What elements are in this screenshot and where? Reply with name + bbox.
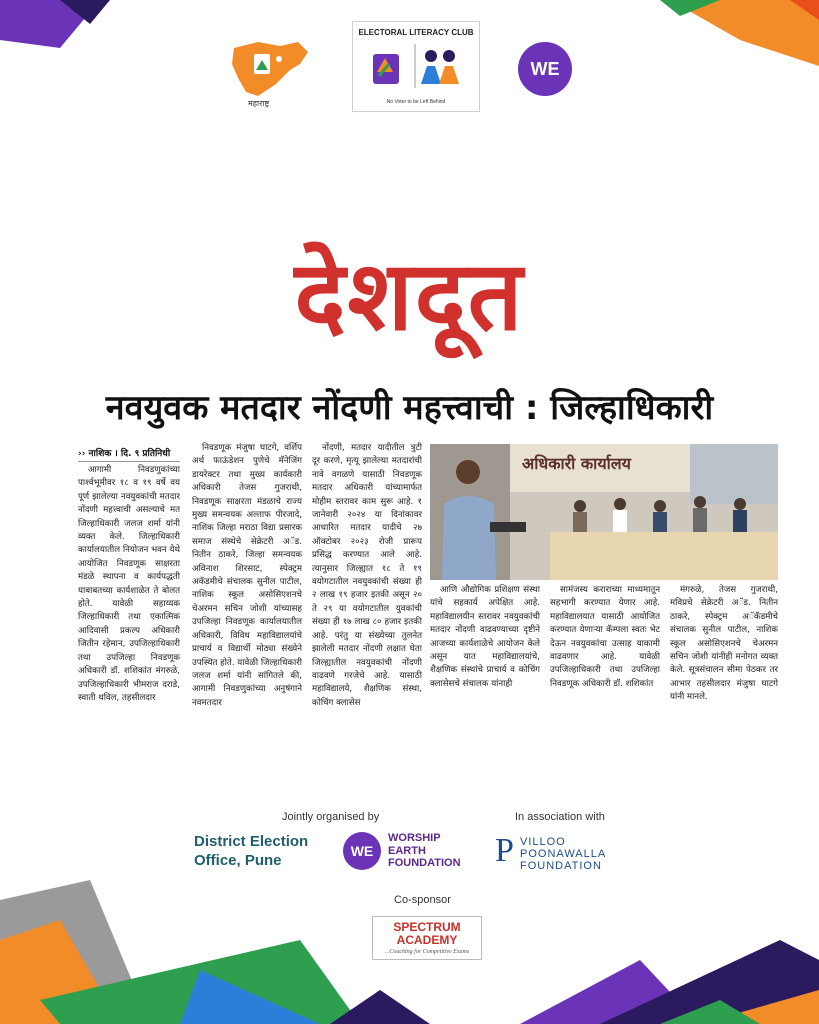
- article-column-5: [550, 584, 660, 702]
- villoo-poonawalla-mark: P: [495, 832, 514, 869]
- column-text: आणि औद्योगिक प्रशिक्षण संस्था यांचे सहकार्य अपेक्षित आहे. महाविद्यालयीन स्तरावर नवयुवकांची मतदार नोंदणी वाढवण्याच्या दृष्टीने आजच्या कार्यशाळेचे आयोजन केले असून यात महाविद्यालयांचे, शैक्षणिक संस्थांचे प्राचार्य व कोचिंग क्लासेसचे संचालक यांनाही: [430, 585, 540, 689]
- spectrum-line-2: ACADEMY: [396, 933, 458, 947]
- cosponsor-label: Co-sponsor: [394, 894, 451, 906]
- vp-line-2: POONAWALLA: [520, 848, 607, 860]
- photo-banner-text: अधिकारी कार्यालय: [522, 454, 631, 473]
- spectrum-academy-logo: [372, 916, 482, 960]
- deo-line-1: District Election: [194, 833, 309, 850]
- column-text: मंगरुळे, तेजस गुजराथी, मविप्रचे सेक्रेटरी अॅड. नितीन ठाकरे, स्पेक्ट्रम अॅकॅडमीचे संचालक सुनील पाटील, नाशिक स्कूल असोसिएशनचे चेअरमन सचिन जोशी यांनीही मनोगत व्यक्त केले. सूत्रसंचालन सीमा पेठकर तर आभार तहसीलदार मंजुषा घाटगे यांनी मानले.: [670, 585, 778, 703]
- maharashtra-map-icon: [228, 40, 310, 98]
- event-photo: [430, 444, 778, 580]
- wef-line-1: WORSHIP: [388, 832, 441, 844]
- article-column-1: [78, 464, 180, 703]
- article-column-2: [192, 442, 302, 708]
- corner-decoration-top-left: [0, 0, 110, 50]
- club-title: ELECTORAL LITERACY CLUB: [358, 28, 474, 37]
- column-text: सामंजस्य कराराच्या माध्यमातून सहभागी करण्यात येणार आहे. महाविद्यालयात यासाठी आयोजित करण्यात येणाऱ्या कॅम्पला स्वतः भेट देऊन नवयुवकांचा उत्साह याकामी वाढवणार आहे. यावेळी उपजिल्हाधिकारी तथा उपजिल्हा निवडणूक अधिकारी डॉ. शशिकांत: [550, 585, 660, 689]
- newspaper-masthead: देशदूत: [294, 240, 525, 352]
- deo-line-2: Office, Pune: [194, 852, 282, 869]
- article-column-4: [430, 584, 540, 702]
- vp-line-3: FOUNDATION: [520, 860, 602, 872]
- spectrum-tagline: ...Coaching for Competitive Exams: [384, 949, 470, 955]
- jointly-organised-label: Jointly organised by: [282, 811, 380, 823]
- club-tagline: No Voter to be Left Behind: [386, 99, 446, 105]
- vp-line-1: VILLOO: [520, 836, 566, 848]
- maharashtra-logo: [228, 40, 310, 112]
- corner-decoration-top-right: [640, 0, 819, 70]
- column-text: निवडणूक मंजुषा घाटगे, वर्शिप अर्थ फाऊंडेशन पुणेचे मॅनेजिंग डायरेक्टर तथा मुख्य कार्यकारी अधिकारी तेजस गुजराथी, निवडणूक साक्षरता मंडळाचे राज्य मुख्य समन्वयक अल्ताफ पीरजादे, नाशिक जिल्हा मराठा विद्या प्रसारक समाज संस्थेचे सेक्रेटरी अॅड. नितीन ठाकरे, जिल्हा समन्वयक अविनाश शिरसाट, स्पेक्ट्रम अकॅडमीचे संचालक सुनील पाटील, नाशिक स्कूल असोसिएशनचे चेअरमन सचिन जोशी यांच्यासह उपजिल्हा निवडणूक कार्यालयातील अधिकारी, विविध महाविद्यालयांचे प्राचार्य व विद्यार्थी मोठ्या संख्येने उपस्थित होते. यावेळी जिल्हाधिकारी जलज शर्मा यांनी सांगितले की, आगामी निवडणुकांच्या अनुषंगाने नवमतदार: [192, 443, 302, 708]
- article-headline: नवयुवक मतदार नोंदणी महत्त्वाची : जिल्हाधिकारी: [105, 388, 714, 428]
- in-association-label: In association with: [515, 811, 605, 823]
- article-column-6: [670, 584, 778, 702]
- wef-line-2: EARTH: [388, 844, 426, 857]
- wef-line-3: FOUNDATION: [388, 857, 461, 869]
- district-election-office-logo: [194, 832, 308, 870]
- we-logo: WE: [518, 42, 572, 96]
- column-text: नोंदणी, मतदार यादीतील त्रुटी दूर करणे, मृत्यू झालेल्या मतदारांची नावे वगळणे यासाठी निवडणूक मतदार अधिकारी यांच्यामार्फत मोहीम स्तरावर काम सुरू आहे. १ जानेवारी २०२४ या दिनांकावर आधारित मतदार यादीचे २७ ऑक्टोबर २०२३ रोजी प्रारूप प्रसिद्ध करण्यात आले आहे. त्यानुसार जिल्ह्यात १८ ते १९ वयोगटातील नवयुवकांची संख्या ही २ लाख १९ हजार इतकी असून २० ते २९ या वयोगटातील युवकांची संख्या ही १७ लाख ८० हजार इतकी आहे. परंतु या संख्येच्या तुलनेत झालेली मतदार नोंदणी लक्षात घेता जिल्ह्यातील नवयुवकांची नोंदणी वाढवणे गरजेचे आहे. यासाठी महाविद्यालये, शैक्षणिक संस्था, कोचिंग क्लासेस: [312, 443, 422, 708]
- state-label: महाराष्ट्र: [248, 99, 270, 108]
- worship-earth-foundation-name: [388, 832, 461, 870]
- ballot-voters-icon: [367, 44, 465, 88]
- column-text: आगामी निवडणुकांच्या पार्श्वभूमीवर १८ व १९ वर्षे वय पूर्ण झालेल्या नवयुवकांची मतदार नोंदणी महत्त्वाची असल्याचे मत जिल्हाधिकारी जलज शर्मा यांनी व्यक्त केले. जिल्हाधिकारी कार्यालयातील नियोजन भवन येथे आयोजित निवडणूक साक्षरता मंडळे स्थापना व कार्यपद्धती याबाबतच्या कार्यशाळेत ते बोलत होते. यावेळी सहाय्यक जिल्हाधिकारी तथा एकात्मिक आदिवासी प्रकल्प अधिकारी जितीन रहेमान, उपजिल्हाधिकारी तथा उपजिल्हा निवडणूक अधिकारी डॉ. शशिकांत मंगरुळे, उपजिल्हाधिकारी भीमराज दराडे, स्वाती थविल, तहसीलदार: [78, 465, 180, 703]
- villoo-poonawalla-name: [520, 836, 606, 872]
- worship-earth-foundation-mark: WE: [343, 832, 381, 870]
- electoral-literacy-club-logo: [352, 21, 480, 112]
- article-byline: ›› नाशिक । दि. ९ प्रतिनिधी: [78, 446, 180, 462]
- article-column-3: [312, 442, 422, 708]
- spectrum-line-1: SPECTRUM: [393, 920, 461, 934]
